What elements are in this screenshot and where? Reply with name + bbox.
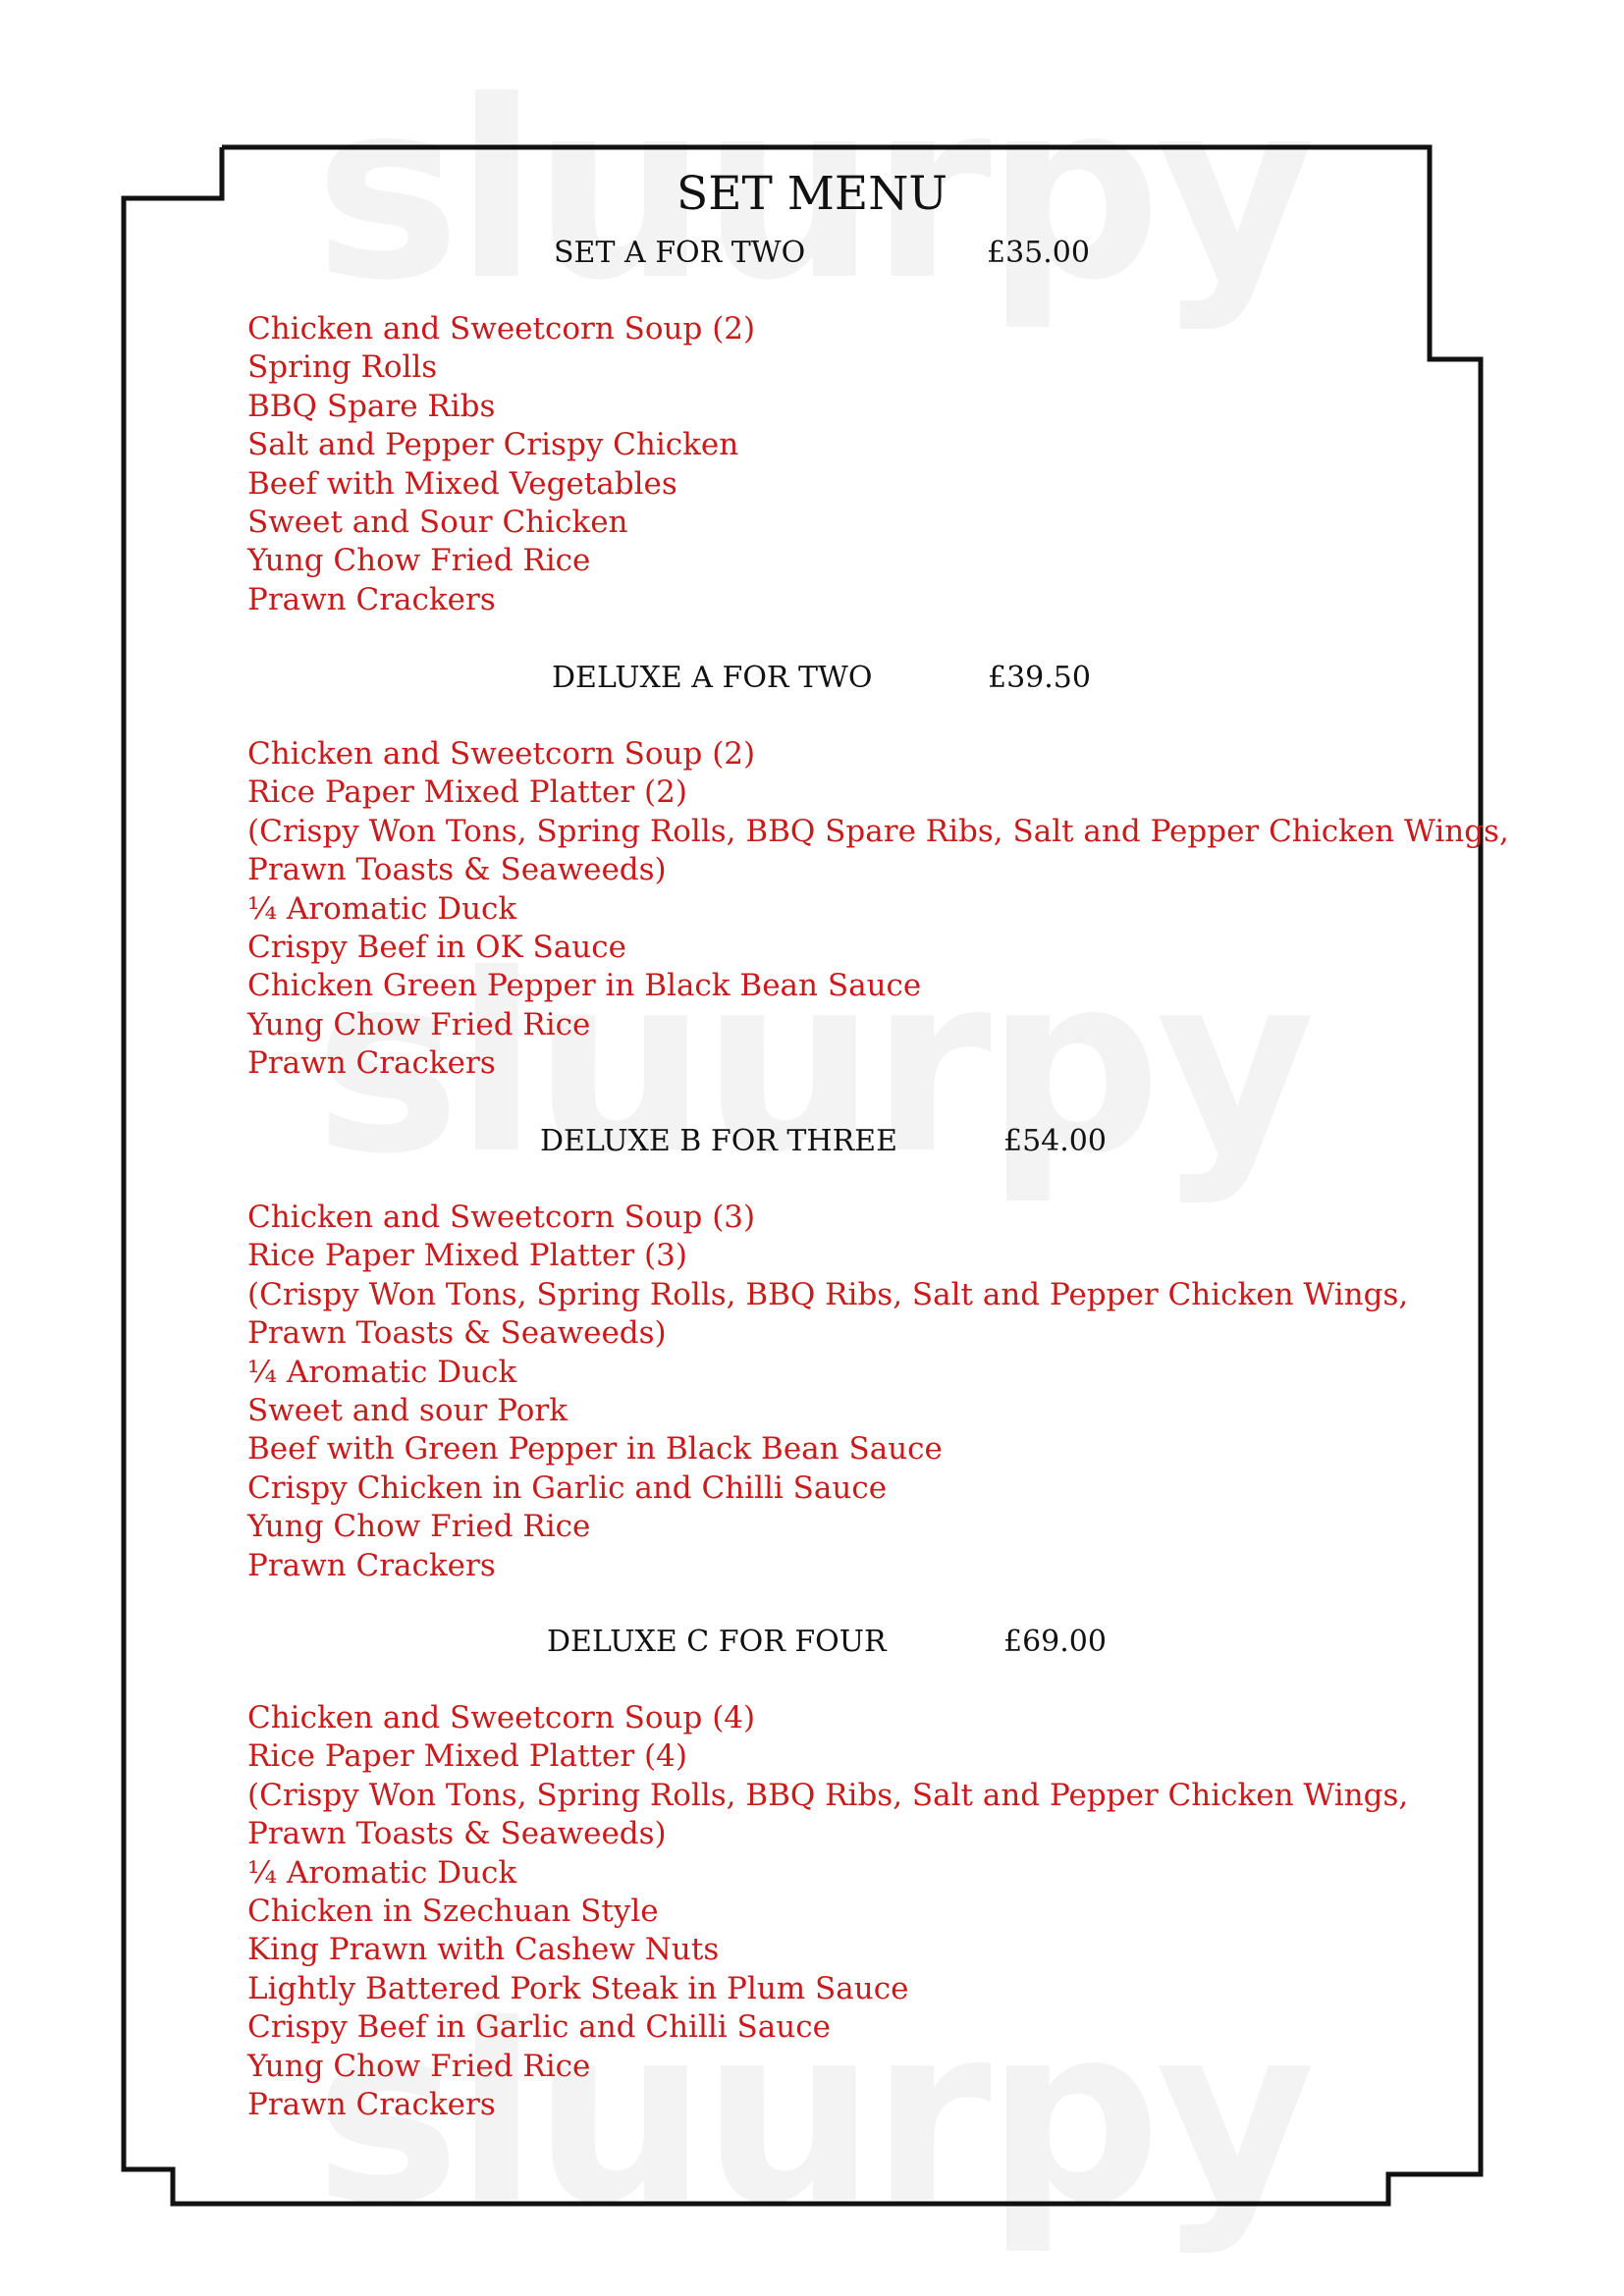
menu-item: Prawn Crackers xyxy=(247,2087,496,2123)
menu-item: Yung Chow Fried Rice xyxy=(247,543,591,579)
set-items-list xyxy=(247,735,1509,1084)
menu-item: Rice Paper Mixed Platter (2) xyxy=(247,774,687,811)
menu-item: Crispy Beef in OK Sauce xyxy=(247,930,626,966)
menu-item: Crispy Chicken in Garlic and Chilli Sauce xyxy=(247,1469,888,1506)
menu-item: Crispy Beef in Garlic and Chilli Sauce xyxy=(247,2009,831,2046)
set-name: DELUXE A FOR TWO xyxy=(552,661,873,695)
menu-item: Sweet and sour Pork xyxy=(247,1393,568,1429)
menu-item: Prawn Toasts & Seaweeds) xyxy=(247,852,667,888)
menu-item: Prawn Crackers xyxy=(247,1547,496,1583)
set-name: DELUXE C FOR FOUR xyxy=(547,1625,887,1659)
menu-item: King Prawn with Cashew Nuts xyxy=(247,1932,720,1968)
menu-item: Beef with Green Pepper in Black Bean Sauce xyxy=(247,1431,943,1468)
set-price: £54.00 xyxy=(1003,1124,1107,1158)
set-price: £69.00 xyxy=(1003,1625,1107,1659)
menu-item: Rice Paper Mixed Platter (3) xyxy=(247,1238,687,1274)
set-price: £39.50 xyxy=(988,661,1091,695)
menu-item: Chicken in Szechuan Style xyxy=(247,1894,659,1930)
set-items-list xyxy=(247,1699,1408,2124)
set-items-list xyxy=(247,1199,1408,1585)
menu-item: Beef with Mixed Vegetables xyxy=(247,465,677,502)
set-items-list xyxy=(247,310,755,619)
menu-item: (Crispy Won Tons, Spring Rolls, BBQ Spare Ribs, Salt and Pepper Chicken Wings, xyxy=(247,813,1509,849)
menu-item: BBQ Spare Ribs xyxy=(247,388,496,424)
menu-item: Yung Chow Fried Rice xyxy=(247,1006,591,1042)
menu-item: Chicken and Sweetcorn Soup (2) xyxy=(247,736,756,772)
menu-item: Rice Paper Mixed Platter (4) xyxy=(247,1738,687,1775)
menu-item: ¼ Aromatic Duck xyxy=(247,1354,517,1390)
set-price: £35.00 xyxy=(987,236,1090,270)
menu-item: Chicken and Sweetcorn Soup (3) xyxy=(247,1200,756,1235)
menu-item: Yung Chow Fried Rice xyxy=(247,2048,591,2084)
menu-item: Prawn Toasts & Seaweeds) xyxy=(247,1816,667,1852)
menu-item: Prawn Crackers xyxy=(247,581,496,617)
menu-item: (Crispy Won Tons, Spring Rolls, BBQ Ribs, Salt and Pepper Chicken Wings, xyxy=(247,1276,1409,1312)
menu-item: Lightly Battered Pork Steak in Plum Sauce xyxy=(247,1970,909,2006)
menu-item: ¼ Aromatic Duck xyxy=(247,1854,517,1891)
menu-item: Yung Chow Fried Rice xyxy=(247,1509,591,1545)
menu-title: SET MENU xyxy=(677,167,947,221)
menu-item: Chicken and Sweetcorn Soup (4) xyxy=(247,1700,756,1735)
menu-item: Salt and Pepper Crispy Chicken xyxy=(247,427,739,463)
menu-item: Sweet and Sour Chicken xyxy=(247,505,628,541)
menu-item: (Crispy Won Tons, Spring Rolls, BBQ Ribs, Salt and Pepper Chicken Wings, xyxy=(247,1777,1409,1813)
menu-item: Prawn Crackers xyxy=(247,1045,496,1082)
menu-item: ¼ Aromatic Duck xyxy=(247,890,517,927)
menu-item: Spring Rolls xyxy=(247,349,438,386)
set-name: DELUXE B FOR THREE xyxy=(540,1124,897,1158)
set-name: SET A FOR TWO xyxy=(554,236,806,270)
menu-item: Prawn Toasts & Seaweeds) xyxy=(247,1315,667,1352)
menu-item: Chicken and Sweetcorn Soup (2) xyxy=(247,311,756,347)
menu-item: Chicken Green Pepper in Black Bean Sauce xyxy=(247,968,922,1004)
